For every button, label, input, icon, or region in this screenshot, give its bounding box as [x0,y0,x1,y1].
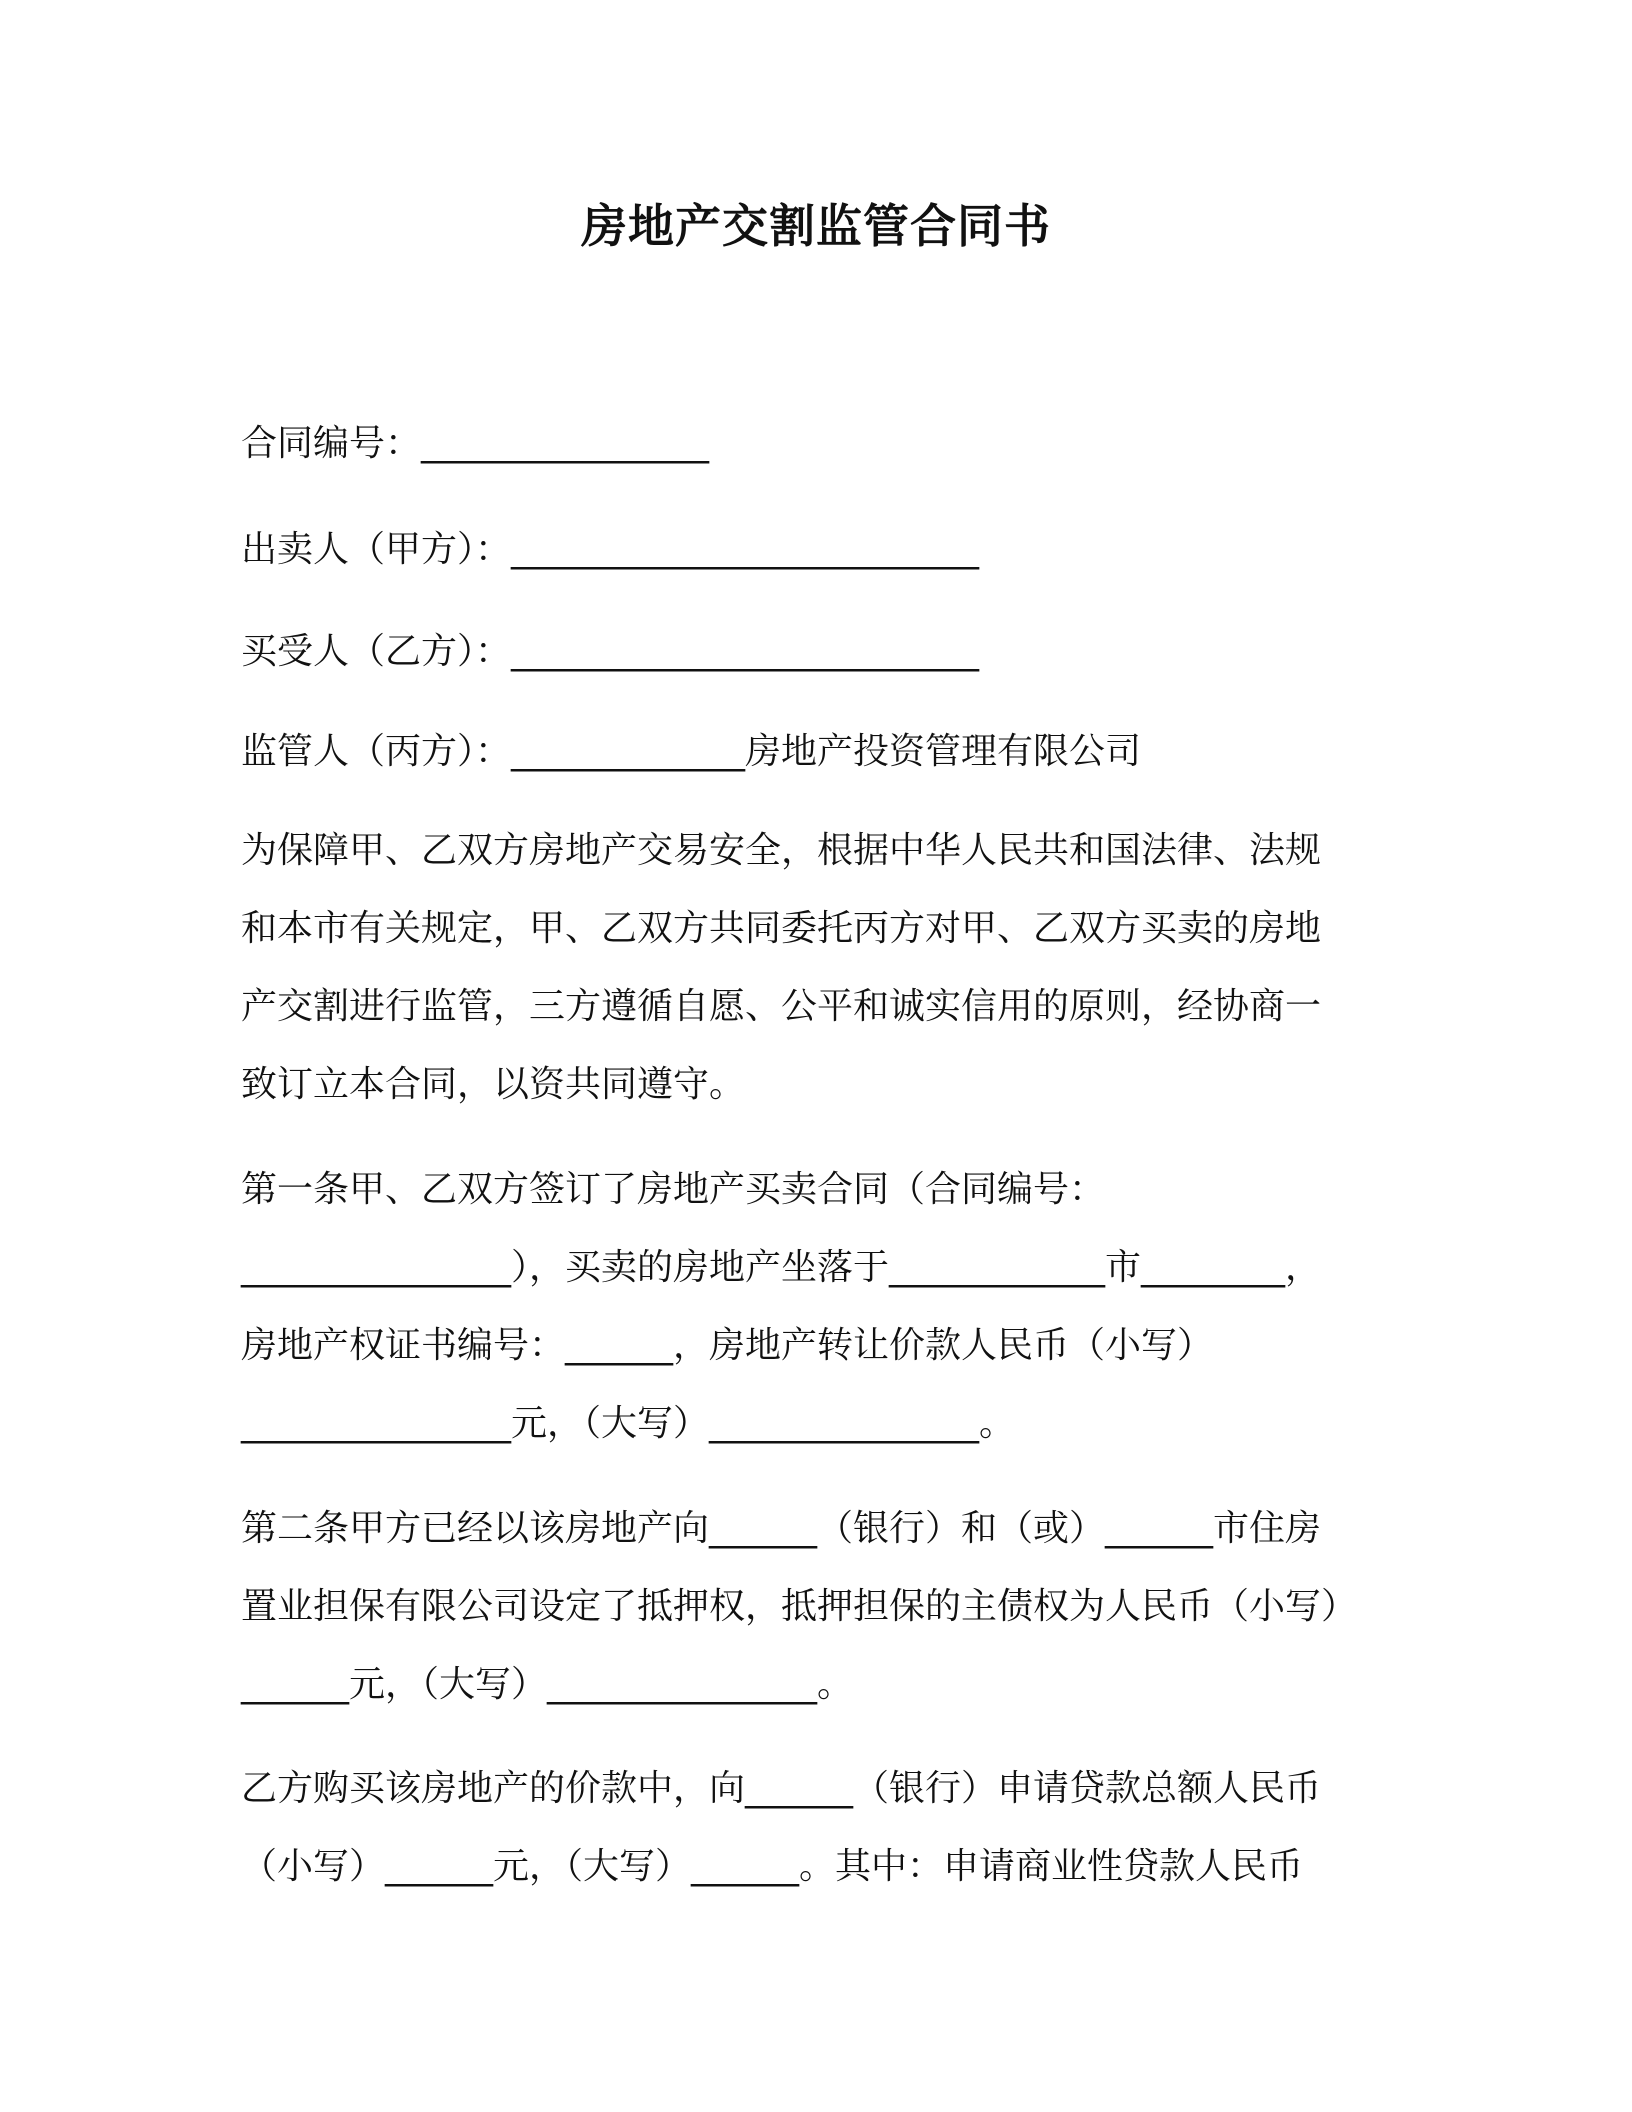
supervisor-field: 监管人（丙方）：_____________房地产投资管理有限公司 [241,731,1142,772]
article-1-line: 第一条甲、乙双方签订了房地产买卖合同（合同编号： [241,1169,1106,1210]
article-2-continued-line: （小写）______元，（大写）______。其中：申请商业性贷款人民币 [241,1846,1304,1887]
preamble-line: 产交割进行监管，三方遵循自愿、公平和诚实信用的原则，经协商一 [241,986,1322,1027]
article-2-continued-paragraph [241,1750,1421,1906]
article-1-paragraph [241,1151,1421,1463]
preamble-line: 和本市有关规定，甲、乙双方共同委托丙方对甲、乙双方买卖的房地 [241,908,1322,949]
seller-field: 出卖人（甲方）：__________________________ [241,529,980,570]
article-2-line: ______元，（大写）_______________。 [241,1664,854,1705]
preamble-paragraph [241,812,1421,1124]
article-1-line: _______________元，（大写）_______________。 [241,1403,1016,1444]
article-2-line: 第二条甲方已经以该房地产向______（银行）和（或）______市住房 [241,1508,1322,1549]
contract-number-field: 合同编号：________________ [241,423,710,464]
article-2-line: 置业担保有限公司设定了抵押权，抵押担保的主债权为人民币（小写） [241,1586,1358,1627]
preamble-line: 致订立本合同，以资共同遵守。 [241,1064,746,1105]
article-1-line: _______________），买卖的房地产坐落于____________市________， [241,1247,1322,1288]
preamble-line: 为保障甲、乙双方房地产交易安全，根据中华人民共和国法律、法规 [241,830,1322,871]
document-title: 房地产交割监管合同书 [581,199,1051,253]
article-1-line: 房地产权证书编号：______，房地产转让价款人民币（小写） [241,1325,1214,1366]
article-2-continued-line: 乙方购买该房地产的价款中，向______（银行）申请贷款总额人民币 [241,1768,1322,1809]
buyer-field: 买受人（乙方）：__________________________ [241,631,980,672]
article-2-paragraph [241,1490,1421,1724]
